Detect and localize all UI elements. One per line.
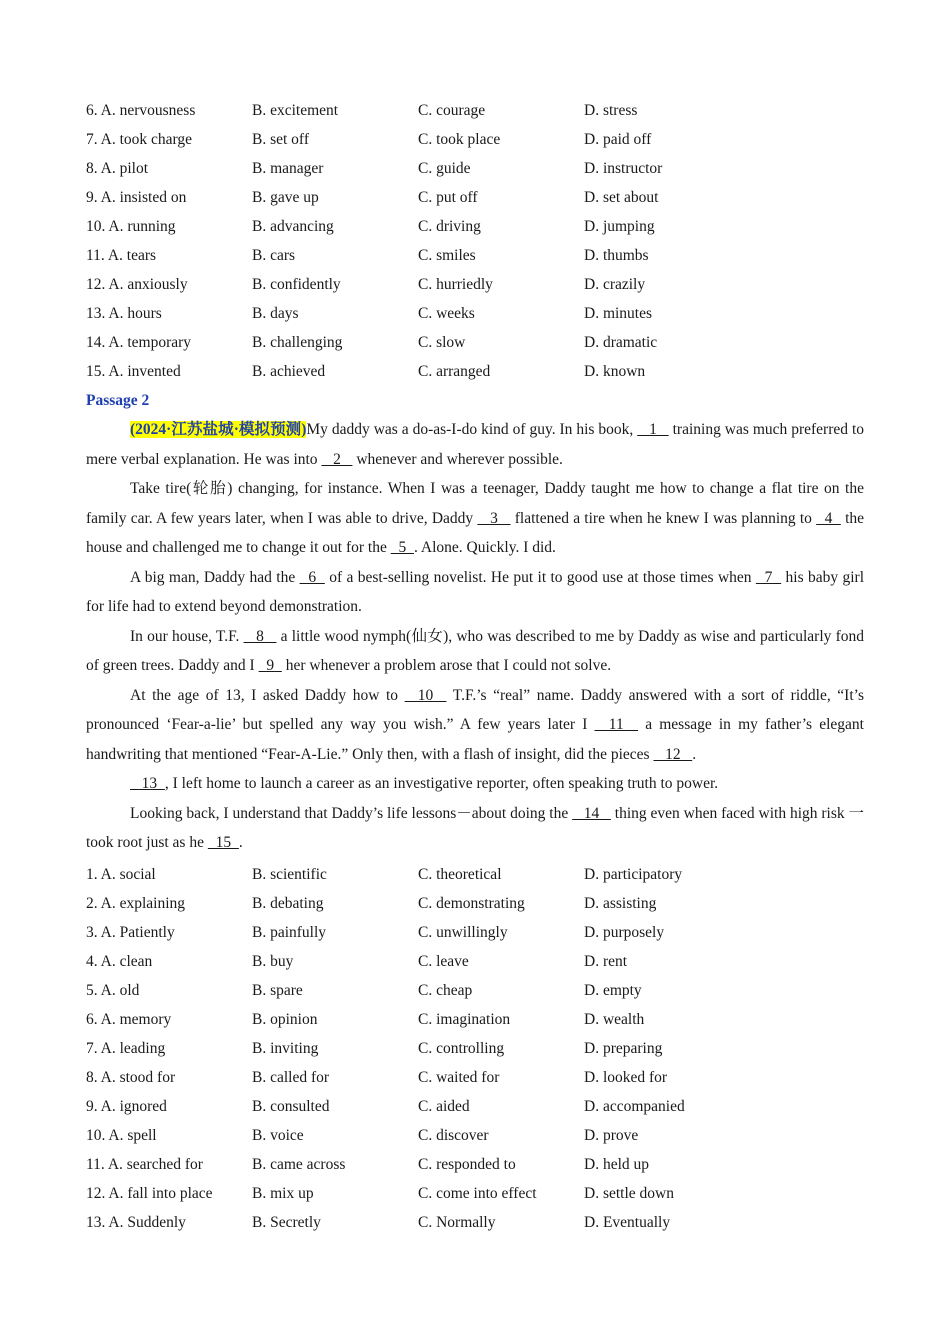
passage-paragraph-2 [86,474,864,563]
option-d: D. known [584,363,646,380]
option-b: B. mix up [252,1184,314,1202]
paragraph-text: . [238,834,243,851]
option-b: B. manager [252,160,324,177]
blank-10: 10 [404,686,447,704]
option-a: 15. A. invented [86,363,181,380]
paragraph-text: a little wood nymph(仙女), who was described to me by Daddy as wise and particularly fond of green trees. Daddy and I [86,627,865,674]
option-row-1 [86,860,864,889]
option-row-4 [86,947,864,976]
option-row-9 [86,183,864,212]
option-a: 2. A. explaining [86,894,186,912]
option-row-8 [86,1063,864,1092]
option-a: 9. A. ignored [86,1097,167,1115]
paragraph-text: , I left home to launch a career as an investigative reporter, often speaking truth to power. [164,775,719,792]
option-a: 12. A. fall into place [86,1184,213,1202]
passage-paragraph-5 [86,681,864,770]
option-c: C. guide [418,160,471,177]
option-d: D. wealth [584,1010,645,1028]
option-b: B. spare [252,981,303,999]
top-options-list [86,96,864,386]
option-b: B. achieved [252,363,326,380]
paragraph-text: thing even when faced with high risk 一 took root just as he [86,804,865,851]
passage-paragraph-3 [86,563,864,622]
option-a: 5. A. old [86,981,140,999]
option-d: D. prove [584,1126,639,1144]
option-b: B. days [252,305,299,322]
option-d: D. participatory [584,865,683,883]
option-b: B. called for [252,1068,330,1086]
option-a: 11. A. tears [86,247,157,264]
option-row-13 [86,1208,864,1237]
option-c: C. controlling [418,1039,505,1057]
option-row-11 [86,241,864,270]
option-a: 10. A. spell [86,1126,157,1144]
option-c: C. discover [418,1126,489,1144]
option-row-13 [86,299,864,328]
option-a: 6. A. memory [86,1010,172,1028]
option-b: B. consulted [252,1097,330,1115]
passage-paragraph-7 [86,799,864,858]
blank-3: 3 [477,509,511,527]
option-d: D. instructor [584,160,663,177]
option-row-6 [86,1005,864,1034]
option-c: C. put off [418,189,478,206]
option-b: B. challenging [252,334,343,351]
option-row-12 [86,1179,864,1208]
option-d: D. jumping [584,218,655,235]
option-d: D. looked for [584,1068,668,1086]
option-a: 8. A. stood for [86,1068,176,1086]
option-b: B. Secretly [252,1213,321,1231]
paragraph-text: My daddy was a do-as-I-do kind of guy. In his book, [306,421,638,438]
paragraph-text: training was much preferred to mere verbal explanation. He was into [86,421,865,468]
option-d: D. Eventually [584,1213,671,1231]
option-b: B. debating [252,894,324,912]
option-row-15 [86,357,864,386]
option-c: C. weeks [418,305,475,322]
option-b: B. opinion [252,1010,318,1028]
option-a: 13. A. hours [86,305,162,322]
paragraph-text: her whenever a problem arose that I could not solve. [281,657,612,674]
blank-4: 4 [816,509,841,527]
paragraph-text: flattened a tire when he knew I was planning to [510,509,817,527]
blank-15: 15 [207,834,239,851]
option-a: 4. A. clean [86,952,153,970]
passage-paragraph-1 [86,415,864,474]
option-c: C. Normally [418,1213,496,1231]
paragraph-text: a message in my father’s elegant handwriting that mentioned “Fear-A-Lie.” Only then, with a flash of insight, did the pieces [86,716,864,763]
bottom-options-list [86,860,864,1237]
option-a: 10. A. running [86,218,176,235]
blank-1: 1 [637,421,669,438]
option-a: 9. A. insisted on [86,189,187,206]
paragraph-text: his baby girl for life had to extend beyond demonstration. [86,568,864,615]
option-b: B. gave up [252,189,319,206]
page-content [86,96,864,1237]
option-row-8 [86,154,864,183]
option-d: D. purposely [584,923,665,941]
option-a: 3. A. Patiently [86,923,175,941]
paragraph-text: . Alone. Quickly. I did. [413,539,556,556]
option-c: C. waited for [418,1068,500,1086]
option-row-3 [86,918,864,947]
option-b: B. cars [252,247,296,264]
option-c: C. courage [418,102,486,119]
blank-2: 2 [321,450,353,468]
option-c: C. cheap [418,981,473,999]
option-c: C. responded to [418,1155,516,1173]
option-d: D. dramatic [584,334,658,351]
option-c: C. aided [418,1097,470,1115]
blank-6: 6 [299,568,325,586]
option-a: 8. A. pilot [86,160,149,177]
paragraph-text: In our house, T.F. [130,627,244,645]
paragraph-text: A big man, Daddy had the [130,568,300,586]
option-b: B. confidently [252,276,341,293]
option-row-10 [86,1121,864,1150]
option-b: B. came across [252,1155,346,1173]
blank-7: 7 [755,568,782,586]
option-a: 14. A. temporary [86,334,192,351]
paragraph-text: T.F.’s “real” name. Daddy answered with a sort of riddle, “It’s pronounced ‘Fear-a-lie’ but spelled any way you wish.” A few years later I [86,686,864,733]
blank-9: 9 [258,657,282,674]
paragraph-text: the house and challenged me to change it out for the [86,509,865,556]
option-b: B. excitement [252,102,339,119]
option-d: D. assisting [584,894,657,912]
option-d: D. paid off [584,131,652,148]
option-row-10 [86,212,864,241]
option-row-7 [86,125,864,154]
option-c: C. theoretical [418,865,502,883]
blank-14: 14 [572,804,611,822]
option-c: C. imagination [418,1010,511,1028]
blank-5: 5 [390,539,414,556]
option-d: D. stress [584,102,638,119]
option-d: D. settle down [584,1184,674,1202]
option-d: D. empty [584,981,642,999]
option-c: C. demonstrating [418,894,525,912]
paragraph-text: Take tire(轮胎) changing, for instance. When I was a teenager, Daddy taught me how to change a flat tire on the family car. A few years later, when I was able to drive, Daddy [86,480,864,527]
option-b: B. voice [252,1126,304,1144]
option-row-6 [86,96,864,125]
option-c: C. arranged [418,363,491,380]
paragraph-text: whenever and wherever possible. [352,450,563,468]
option-row-9 [86,1092,864,1121]
blank-13: 13 [130,775,165,792]
option-d: D. minutes [584,305,653,322]
option-b: B. scientific [252,865,327,883]
paragraph-text: Looking back, I understand that Daddy’s life lessons－about doing the [130,804,573,822]
blank-8: 8 [243,627,277,645]
passage-body [86,415,864,858]
option-a: 7. A. took charge [86,131,193,148]
option-row-11 [86,1150,864,1179]
option-d: D. thumbs [584,247,649,264]
option-c: C. come into effect [418,1184,537,1202]
passage-paragraph-4 [86,622,864,681]
paragraph-text: At the age of 13, I asked Daddy how to [130,686,405,704]
passage-paragraph-6 [86,769,864,799]
blank-11: 11 [594,716,639,733]
option-a: 6. A. nervousness [86,102,196,119]
option-row-7 [86,1034,864,1063]
passage-title: Passage 2 [86,392,150,409]
option-row-2 [86,889,864,918]
option-c: C. slow [418,334,466,351]
source-tag: (2024·江苏盐城·模拟预测) [130,421,307,438]
option-row-14 [86,328,864,357]
paragraph-text: . [692,745,697,763]
option-c: C. leave [418,952,469,970]
option-a: 11. A. searched for [86,1155,203,1173]
option-a: 12. A. anxiously [86,276,188,293]
option-d: D. held up [584,1155,650,1173]
option-d: D. accompanied [584,1097,685,1115]
option-b: B. inviting [252,1039,319,1057]
option-d: D. crazily [584,276,646,293]
option-c: C. unwillingly [418,923,508,941]
option-a: 7. A. leading [86,1039,166,1057]
option-c: C. took place [418,131,501,148]
option-row-12 [86,270,864,299]
option-c: C. driving [418,218,481,235]
paragraph-text: of a best-selling novelist. He put it to good use at those times when [324,568,756,586]
option-a: 13. A. Suddenly [86,1213,186,1231]
option-b: B. buy [252,952,294,970]
option-d: D. set about [584,189,659,206]
option-d: D. preparing [584,1039,663,1057]
option-b: B. set off [252,131,309,148]
option-d: D. rent [584,952,628,970]
option-a: 1. A. social [86,865,156,883]
option-row-5 [86,976,864,1005]
option-b: B. painfully [252,923,327,941]
option-c: C. hurriedly [418,276,493,293]
option-c: C. smiles [418,247,476,264]
blank-12: 12 [653,745,693,763]
option-b: B. advancing [252,218,334,235]
